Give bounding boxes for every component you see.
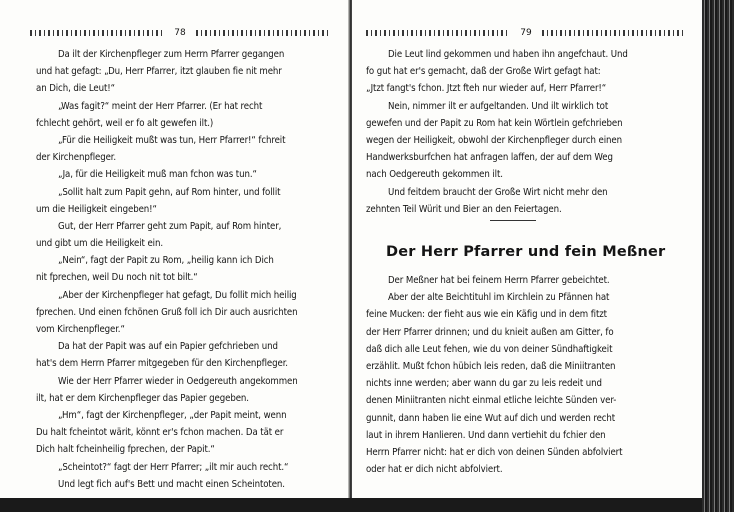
text-line: wegen der Heiligkeit, obwohl der Kirchenpfleger durch einen — [366, 134, 622, 146]
left-page-text — [36, 46, 336, 493]
text-line: Du halt fcheintot wärit, könnt er's fchon machen. Da tät er — [36, 427, 284, 439]
header-ornament — [542, 30, 686, 36]
text-line: Handwerksburfchen hat anfragen laffen, der auf dem Weg — [366, 152, 613, 164]
text-line: „Jtzt fangt's fchon. Jtzt fteh nur wieder auf, Herr Pfarrer!“ — [366, 83, 607, 95]
text-line: Der Meßner hat bei feinem Herrn Pfarrer gebeichtet. — [388, 275, 610, 286]
header-ornament — [196, 30, 330, 36]
left-page-header — [30, 26, 330, 40]
text-line: um die Heiligkeit eingeben!“ — [36, 203, 157, 215]
text-line: Wie der Herr Pfarrer wieder in Oedgereuth angekommen — [58, 375, 298, 387]
text-line: nit fprechen, weil Du noch nit tot bilt.“ — [36, 272, 198, 284]
text-line: „Sollit halt zum Papit gehn, auf Rom hinter, und follit — [58, 186, 281, 198]
text-line: Dich halt fcheinheilig fprechen, der Papit.“ — [36, 444, 215, 456]
right-page-text-top — [366, 46, 684, 218]
text-line: laut in ihrem Hanlieren. Und dann vertiehit du fchier den — [366, 429, 606, 441]
text-line: oder hat er dich nicht abfolviert. — [366, 464, 503, 476]
text-line: gunnit, dann haben lie eine Wut auf dich und werden recht — [366, 412, 616, 424]
text-line: „Scheintot?“ fagt der Herr Pfarrer; „ilt mir auch recht.“ — [58, 461, 289, 473]
text-line: Und legt fich auf's Bett und macht einen Scheintoten. — [58, 478, 285, 490]
right-page-header — [366, 26, 686, 40]
right-page — [352, 0, 702, 512]
text-line: Da hat der Papit was auf ein Papier gefchrieben und — [58, 341, 278, 353]
text-line: Aber der alte Beichtituhl im Kirchlein zu Pfännen hat — [388, 292, 610, 304]
header-ornament — [30, 30, 164, 36]
text-line: Da ilt der Kirchenpfleger zum Herrn Pfarrer gegangen — [58, 49, 285, 60]
left-page — [0, 0, 350, 512]
header-ornament — [366, 30, 510, 36]
text-line: fprechen. Und einen fchönen Gruß foll ich Dir auch ausrichten — [36, 306, 298, 318]
text-line: nach Oedgereuth gekommen ilt. — [366, 169, 503, 181]
text-line: der Herr Pfarrer drinnen; und du knieit außen am Gitter, fo — [366, 326, 614, 338]
section-divider — [490, 220, 536, 221]
text-line: „Was fagit?“ meint der Herr Pfarrer. (Er hat recht — [58, 100, 263, 112]
text-line: „Aber der Kirchenpfleger hat gefagt, Du follit mich heilig — [58, 289, 297, 301]
text-line: daß dich alle Leut fehen, wie du von deiner Sündhaftigkeit — [366, 343, 613, 355]
text-line: hat's dem Herrn Pfarrer mitgegeben für den Kirchenpfleger. — [36, 358, 288, 370]
chapter-title: Der Herr Pfarrer und fein Meßner — [386, 244, 666, 260]
text-line: Herrn Pfarrer nicht: hat er dich von deinen Sünden abfolviert — [366, 446, 623, 458]
text-line: an Dich, die Leut!“ — [36, 83, 116, 95]
text-line: vom Kirchenpfleger.“ — [36, 324, 125, 335]
text-line: „Hm“, fagt der Kirchenpfleger, „der Papit meint, wenn — [58, 409, 287, 421]
text-line: erzählit. Mußt fchon hübich leis reden, daß die Miniitranten — [366, 360, 616, 372]
text-line: „Für die Heiligkeit mußt was tun, Herr Pfarrer!“ fchreit — [58, 134, 286, 146]
text-line: Die Leut lind gekommen und haben ihn angefchaut. Und — [388, 49, 628, 60]
book-edge — [702, 0, 734, 512]
text-line: fchlecht gehört, weil er fo alt gewefen ilt.) — [36, 117, 214, 129]
text-line: „Ja, für die Heiligkeit muß man fchon was tun.“ — [58, 169, 257, 181]
text-line: Gut, der Herr Pfarrer geht zum Papit, auf Rom hinter, — [58, 220, 282, 232]
right-page-text-bottom — [366, 272, 684, 478]
text-line: und hat gefagt: „Du, Herr Pfarrer, itzt glauben fie nit mehr — [36, 66, 282, 78]
text-line: ilt, hat er dem Kirchenpfleger das Papier gegeben. — [36, 392, 249, 404]
page-number: 78 — [174, 28, 186, 38]
text-line: Nein, nimmer ilt er aufgeltanden. Und ilt wirklich tot — [388, 100, 609, 112]
text-line: feine Mucken: der fieht aus wie ein Käfig und in dem fitzt — [366, 309, 607, 321]
page-number: 79 — [520, 28, 532, 38]
text-line: und gibt um die Heiligkeit ein. — [36, 238, 163, 250]
text-line: nichts inne werden; aber wann du gar zu leis redeit und — [366, 378, 602, 390]
text-line: zehnten Teil Würit und Bier an den Feiertagen. — [366, 203, 562, 215]
text-line: „Nein“, fagt der Papit zu Rom, „heilig kann ich Dich — [58, 255, 274, 267]
text-line: denen Miniitranten nicht einmal etliche leichte Sünden ver- — [366, 395, 617, 407]
text-line: Und feitdem braucht der Große Wirt nicht mehr den — [388, 186, 608, 198]
text-line: gewefen und der Papit zu Rom hat kein Wörtlein gefchrieben — [366, 117, 623, 129]
text-line: fo gut hat er's gemacht, daß der Große Wirt gefagt hat: — [366, 66, 601, 78]
text-line: der Kirchenpfleger. — [36, 152, 116, 164]
scan-border — [0, 498, 702, 512]
